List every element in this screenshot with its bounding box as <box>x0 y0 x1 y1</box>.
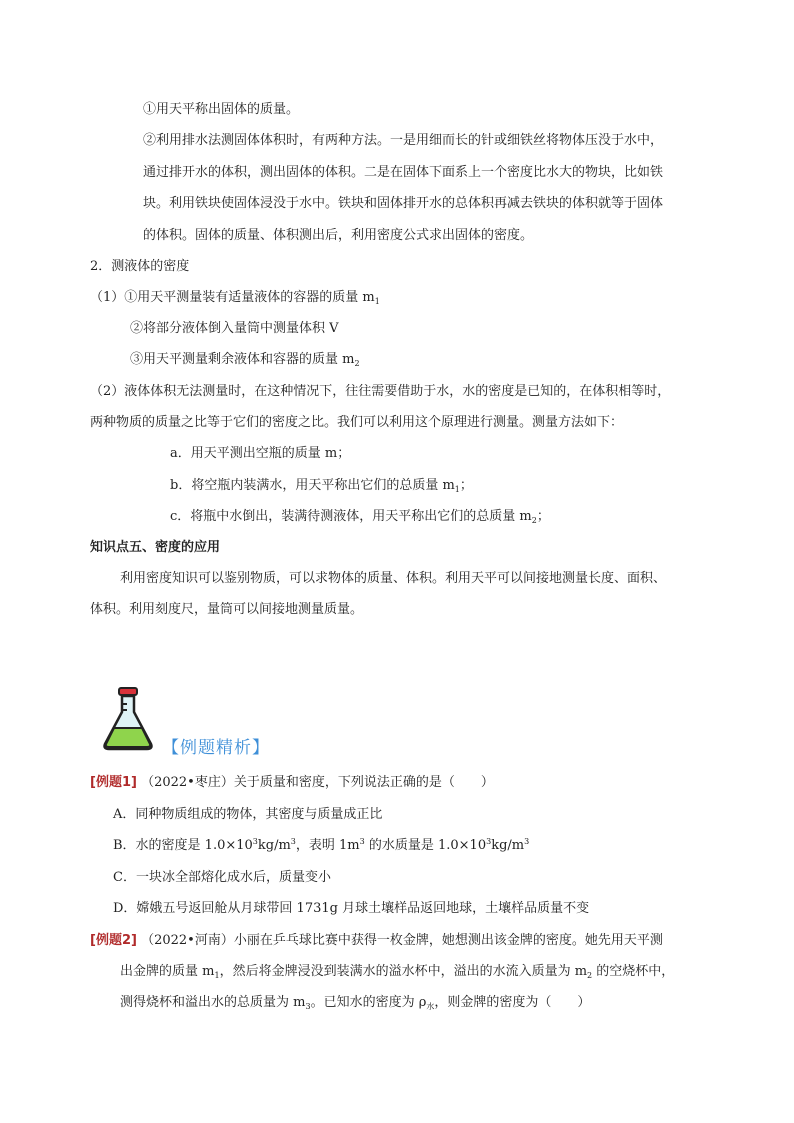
ex1-optB-1: B．水的密度是 1.0×10 <box>113 838 253 853</box>
ex2-line1-text: （2022•河南）小丽在乒乓球比赛中获得一枚金牌，她想测出该金牌的密度。她先用天平测 <box>141 933 663 948</box>
solid-step1: ①用天平称出固体的质量。 <box>143 102 300 117</box>
ex1-optB-sup4: 3 <box>486 837 492 846</box>
ex2-tag: [例题2] <box>90 933 137 948</box>
ex2-line3-sub2: 水 <box>426 1002 435 1011</box>
liquid-step-b <box>170 476 473 497</box>
liquid-step-c-sub: 2 <box>531 516 537 525</box>
ex1-option-c: C．一块冰全部熔化成水后，质量变小 <box>113 870 331 885</box>
ex1-optB-3: ，表明 1m <box>295 838 360 853</box>
ex1-option-d: D．嫦娥五号返回舱从月球带回 1731g 月球土壤样品返回地球，土壤样品质量不变 <box>113 901 590 916</box>
ex2-line3-sub: 3 <box>305 1002 311 1011</box>
liquid-p2-line1: （2）液体体积无法测量时，在这种情况下，往往需要借助于水，水的密度是已知的，在体积相等时， <box>90 384 671 399</box>
flask-icon <box>100 686 156 752</box>
liquid-p1-b: ②将部分液体倒入量筒中测量体积 V <box>130 321 339 336</box>
ex2-line2 <box>120 962 674 983</box>
solid-step2-line2: 通过排开水的体积，测出固体的体积。二是在固体下面系上一个密度比水大的物块，比如铁 <box>143 165 664 180</box>
ex2-line2-b: ，然后将金牌浸没到装满水的溢水杯中，溢出的水流入质量为 m <box>219 964 588 979</box>
liquid-p1-c-sub: 2 <box>354 359 360 368</box>
ex2-line2-c: 的空烧杯中， <box>592 964 675 979</box>
liquid-step-b-text: b．将空瓶内装满水，用天平称出它们的总质量 m <box>170 478 455 493</box>
liquid-p1-a-sub: 1 <box>374 297 380 306</box>
kp5-line2: 体积。利用刻度尺，量筒可以间接地测量质量。 <box>90 602 364 617</box>
liquid-p1-a <box>90 288 380 309</box>
ex1-optB-4: 的水质量是 1.0×10 <box>364 838 487 853</box>
ex1-stem <box>90 773 494 793</box>
ex2-line2-sub1: 1 <box>214 971 220 980</box>
liquid-step-b-sub: 1 <box>454 485 460 494</box>
liquid-step-c-text: c．将瓶中水倒出，装满待测液体，用天平称出它们的总质量 m <box>170 509 532 524</box>
ex1-option-a: A．同种物质组成的物体，其密度与质量成正比 <box>113 807 383 822</box>
liquid-step-a: a．用天平测出空瓶的质量 m； <box>170 446 351 461</box>
ex1-optB-sup2: 3 <box>290 837 296 846</box>
ex2-line3-b: 。已知水的密度为 ρ <box>310 995 427 1010</box>
ex2-line3-c: ，则金牌的密度为（ ） <box>434 995 591 1010</box>
ex1-optB-5: kg/m <box>491 838 525 853</box>
liquid-title: 2．测液体的密度 <box>90 259 190 274</box>
liquid-p1-a-text: （1）①用天平测量装有适量液体的容器的质量 m <box>90 290 375 305</box>
solid-step2-line4: 的体积。固体的质量、体积测出后，利用密度公式求出固体的密度。 <box>143 228 534 243</box>
solid-step2-line1: ②利用排水法测固体体积时，有两种方法。一是用细而长的针或细铁丝将物体压没于水中， <box>143 133 664 148</box>
ex1-optB-sup1: 3 <box>252 837 258 846</box>
ex1-optB-2: kg/m <box>257 838 291 853</box>
liquid-step-b-end: ； <box>459 478 473 493</box>
ex2-line3 <box>120 993 590 1014</box>
kp5-line1: 利用密度知识可以鉴别物质，可以求物体的质量、体积。利用天平可以间接地测量长度、面积、 <box>120 571 667 586</box>
ex2-line2-a: 出金牌的质量 m <box>120 964 215 979</box>
ex1-stem-text: （2022•枣庄）关于质量和密度，下列说法正确的是（ ） <box>141 775 494 790</box>
ex2-line1 <box>90 931 663 951</box>
liquid-step-c-end: ； <box>536 509 550 524</box>
ex1-tag: [例题1] <box>90 775 137 790</box>
ex2-line3-a: 测得烧杯和溢出水的总质量为 m <box>120 995 306 1010</box>
liquid-p1-c <box>130 350 360 371</box>
liquid-p2-line2: 两种物质的质量之比等于它们的密度之比。我们可以利用这个原理进行测量。测量方法如下： <box>90 415 624 430</box>
ex1-optB-sup3: 3 <box>359 837 365 846</box>
ex2-line2-sub2: 2 <box>587 971 593 980</box>
liquid-p1-c-text: ③用天平测量剩余液体和容器的质量 m <box>130 352 355 367</box>
ex1-option-b <box>113 836 529 857</box>
ex1-optB-sup5: 3 <box>524 837 530 846</box>
liquid-step-c <box>170 507 550 528</box>
section-heading: 【例题精析】 <box>162 738 270 758</box>
solid-step2-line3: 块。利用铁块使固体浸没于水中。铁块和固体排开水的总体积再减去铁块的体积就等于固体 <box>143 196 664 211</box>
kp5-title: 知识点五、密度的应用 <box>90 540 221 555</box>
